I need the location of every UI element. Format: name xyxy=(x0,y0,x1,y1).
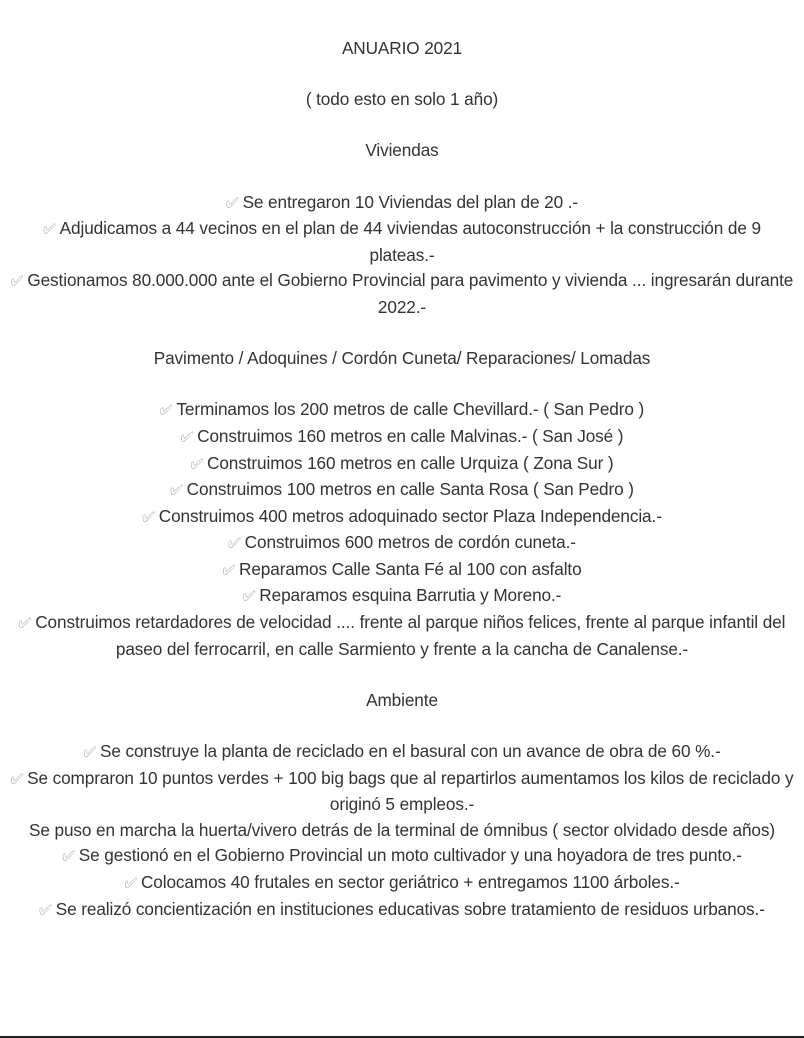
list-item-text: Se compraron 10 puntos verdes + 100 big bags que al repartirlos aumentamos los kilos de reciclado y originó 5 empleos.- xyxy=(27,767,794,815)
list-item-text: Se realizó concientización en instituciones educativas sobre tratamiento de residuos urbanos.- xyxy=(55,898,765,919)
list-item-text: Se gestionó en el Gobierno Provincial un moto cultivador y una hoyadora de tres punto.- xyxy=(78,845,742,866)
list-item-text: Reparamos esquina Barrutia y Moreno.- xyxy=(259,585,562,606)
check-mark-icon: ✅︎ xyxy=(10,770,24,788)
check-mark-icon: ✅︎ xyxy=(180,428,194,446)
list-item-text: Construimos 160 metros en calle Urquiza ( Zona Sur ) xyxy=(207,452,614,473)
list-item-text: Gestionamos 80.000.000 ante el Gobierno Provincial para pavimento y vivienda ... ingresarán durante 2022.- xyxy=(27,270,794,317)
list-item xyxy=(10,897,794,924)
document-title: ANUARIO 2021 xyxy=(341,38,463,58)
check-mark-icon: ✅︎ xyxy=(10,273,24,291)
list-item-text: Se entregaron 10 Viviendas del plan de 20 .- xyxy=(242,191,579,212)
check-mark-icon: ✅︎ xyxy=(39,901,52,919)
list-item xyxy=(10,190,794,217)
check-mark-icon: ✅︎ xyxy=(242,588,256,606)
list-item xyxy=(10,397,794,424)
list-item-text: Adjudicamos a 44 vecinos en el plan de 44 viviendas autoconstrucción + la construcción de 9 plateas.- xyxy=(59,218,761,265)
list-item-text: Construimos 600 metros de cordón cuneta.- xyxy=(244,532,576,553)
list-item-text: Construimos retardadores de velocidad .... frente al parque niños felices, frente al parque infantil del paseo del ferrocarril, en calle Sarmiento y frente a la cancha de Canalense.- xyxy=(35,612,786,659)
list-item xyxy=(10,216,794,268)
list-item-text: Colocamos 40 frutales en sector geriátrico + entregamos 1100 árboles.- xyxy=(140,872,680,892)
check-mark-icon: ✅︎ xyxy=(18,615,32,633)
document-subtitle: ( todo esto en solo 1 año) xyxy=(305,89,499,110)
check-mark-icon: ✅︎ xyxy=(159,402,173,420)
list-item-text: Construimos 160 metros en calle Malvinas.- ( San José ) xyxy=(197,425,624,446)
list-item xyxy=(10,268,794,320)
list-item xyxy=(10,610,794,662)
check-mark-icon: ✅︎ xyxy=(43,221,56,239)
section-heading: Ambiente xyxy=(366,689,438,710)
check-mark-icon: ✅︎ xyxy=(225,194,239,212)
list-item-text: Reparamos Calle Santa Fé al 100 con asfalto xyxy=(239,558,582,579)
sections-container xyxy=(10,138,794,923)
list-item-text: Se puso en marcha la huerta/vivero detrás de la terminal de ómnibus ( sector olvidado desde años) xyxy=(28,819,775,840)
list-item xyxy=(10,477,794,504)
list-item-text: Construimos 100 metros en calle Santa Rosa ( San Pedro ) xyxy=(186,479,634,500)
check-mark-icon: ✅︎ xyxy=(142,508,155,526)
list-item xyxy=(10,739,794,766)
check-mark-icon: ✅︎ xyxy=(228,535,241,553)
check-mark-icon: ✅︎ xyxy=(83,744,96,762)
list-item xyxy=(10,530,794,557)
check-mark-icon: ✅︎ xyxy=(170,482,183,500)
section-heading: Viviendas xyxy=(365,140,439,161)
list-item xyxy=(10,557,794,584)
list-item-text: Construimos 400 metros adoquinado sector Plaza Independencia.- xyxy=(158,505,662,526)
list-item xyxy=(10,424,794,451)
list-item xyxy=(10,870,794,897)
check-mark-icon: ✅︎ xyxy=(124,875,137,892)
list-item xyxy=(10,583,794,610)
list-item xyxy=(10,818,794,844)
check-mark-icon: ✅︎ xyxy=(190,455,204,473)
list-item-text: Se construye la planta de reciclado en el basural con un avance de obra de 60 %.- xyxy=(99,741,721,762)
list-item xyxy=(10,451,794,478)
list-item xyxy=(10,766,794,818)
check-mark-icon: ✅︎ xyxy=(62,848,75,866)
check-mark-icon: ✅︎ xyxy=(222,561,236,579)
list-item xyxy=(10,843,794,870)
list-item xyxy=(10,504,794,531)
list-item-text: Terminamos los 200 metros de calle Chevillard.- ( San Pedro ) xyxy=(176,399,645,420)
document-page xyxy=(10,36,794,923)
section-heading: Pavimento / Adoquines / Cordón Cuneta/ Reparaciones/ Lomadas xyxy=(153,348,651,369)
